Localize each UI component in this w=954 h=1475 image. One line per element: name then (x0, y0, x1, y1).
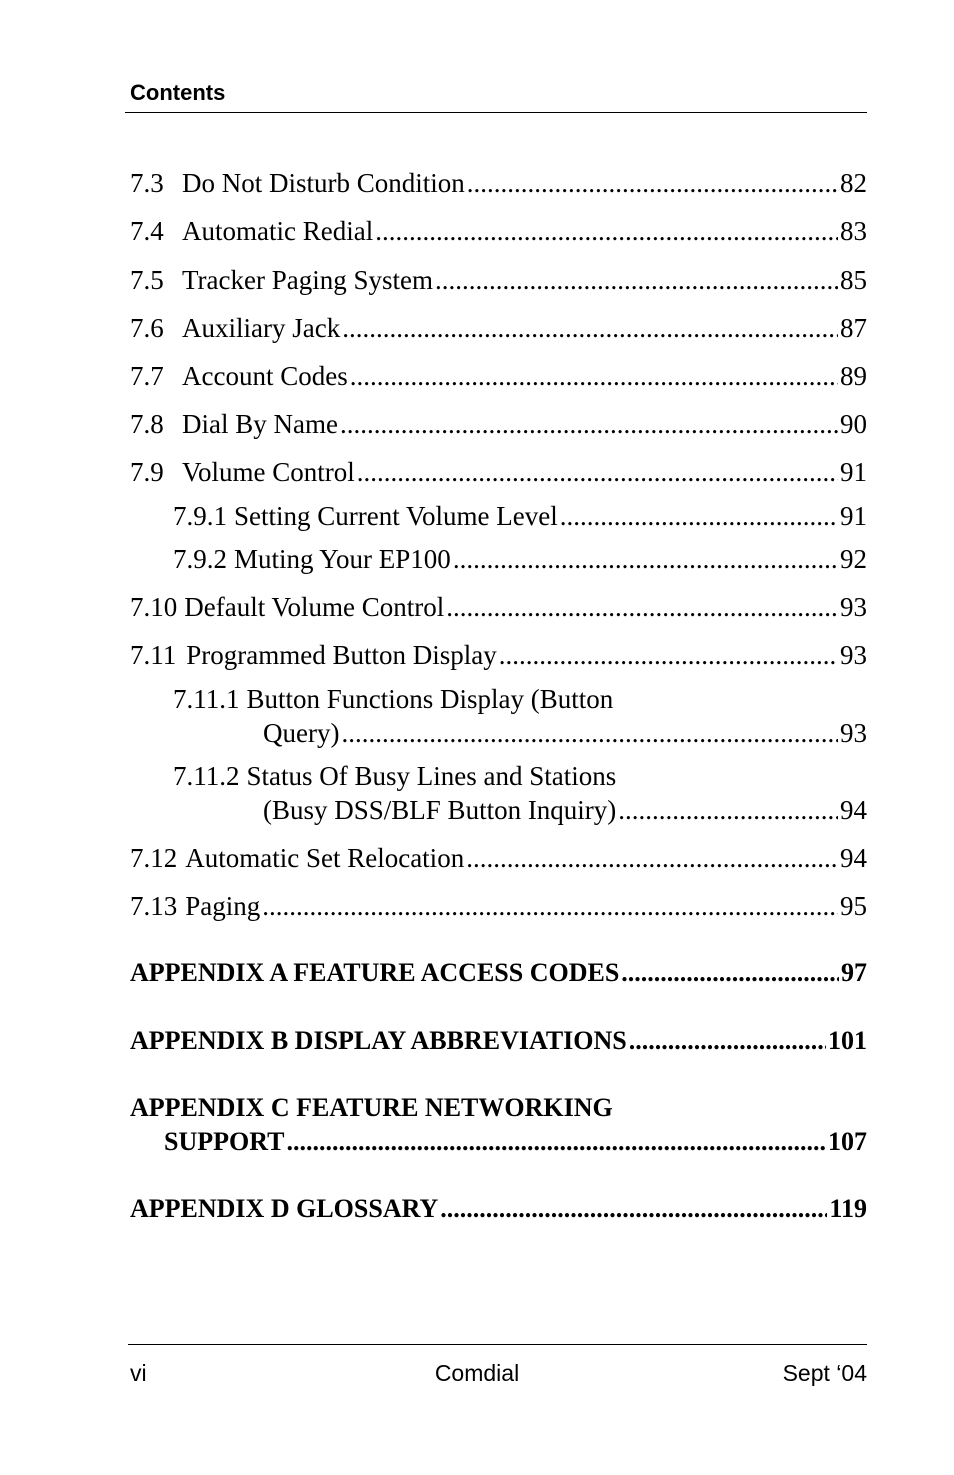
dot-leader (629, 1024, 826, 1058)
dot-leader (357, 455, 838, 489)
entry-title: Auxiliary Jack (182, 313, 341, 343)
dot-leader (342, 311, 838, 345)
entry-number: 7.11.1 (173, 684, 240, 714)
entry-title: Paging (185, 891, 261, 921)
dot-leader (560, 499, 838, 533)
toc-entry-7-9[interactable] (130, 455, 867, 489)
entry-number: 7.13 (130, 891, 178, 921)
entry-title: Account Codes (182, 361, 348, 391)
entry-page: 95 (840, 891, 867, 921)
toc-entry-7-7[interactable] (130, 359, 867, 393)
running-header: Contents (130, 80, 226, 105)
entry-number: 7.9.1 (173, 501, 227, 531)
entry-number: 7.12 (130, 843, 178, 873)
appendix-page: 101 (828, 1026, 867, 1055)
dot-leader (621, 956, 839, 990)
entry-page: 87 (840, 313, 867, 343)
entry-title: Dial By Name (182, 409, 338, 439)
entry-title-line2: (Busy DSS/BLF Button Inquiry) (263, 795, 617, 825)
entry-number: 7.10 (130, 592, 178, 622)
dot-leader (467, 166, 838, 200)
appendix-title: APPENDIX D GLOSSARY (130, 1194, 439, 1223)
dot-leader (375, 214, 838, 248)
footer-date: Sept ‘04 (782, 1360, 867, 1386)
entry-title-line2: Query) (263, 718, 340, 748)
entry-number: 7.3 (130, 168, 164, 198)
toc-entry-7-12[interactable] (130, 841, 867, 875)
dot-leader (499, 638, 838, 672)
toc-entry-7-11-1[interactable] (173, 682, 867, 750)
appendix-title-line1: APPENDIX C FEATURE NETWORKING (130, 1093, 613, 1122)
entry-number: 7.11 (130, 640, 177, 670)
toc-entry-7-3[interactable] (130, 166, 867, 200)
entry-page: 91 (840, 501, 867, 531)
entry-page: 93 (840, 640, 867, 670)
footer-rule (128, 1344, 867, 1345)
appendix-page: 97 (841, 958, 867, 987)
appendix-title-line2: SUPPORT (164, 1127, 285, 1156)
toc-entry-7-13[interactable] (130, 889, 867, 923)
entry-page: 91 (840, 457, 867, 487)
entry-number: 7.11.2 (173, 761, 240, 791)
toc-entry-7-6[interactable] (130, 311, 867, 345)
dot-leader (435, 263, 838, 297)
dot-leader (262, 889, 838, 923)
entry-number: 7.9.2 (173, 544, 227, 574)
entry-number: 7.9 (130, 457, 164, 487)
entry-page: 93 (840, 718, 867, 748)
dot-leader (446, 590, 838, 624)
entry-title: Do Not Disturb Condition (182, 168, 465, 198)
footer-page-number: vi (130, 1360, 147, 1386)
entry-number: 7.6 (130, 313, 164, 343)
dot-leader (453, 542, 838, 576)
entry-page: 83 (840, 216, 867, 246)
toc-appendix-a[interactable] (130, 956, 867, 990)
toc-entry-7-9-1[interactable] (173, 499, 867, 533)
entry-title: Default Volume Control (184, 592, 445, 622)
entry-page: 85 (840, 265, 867, 295)
entry-page: 94 (840, 843, 867, 873)
entry-page: 89 (840, 361, 867, 391)
entry-title: Setting Current Volume Level (234, 501, 558, 531)
entry-title: Programmed Button Display (186, 640, 497, 670)
entry-title-line1: Status Of Busy Lines and Stations (246, 761, 617, 791)
toc-appendix-c[interactable] (130, 1091, 867, 1159)
entry-page: 93 (840, 592, 867, 622)
entry-page: 94 (840, 795, 867, 825)
entry-title: Tracker Paging System (182, 265, 433, 295)
entry-title: Automatic Set Relocation (185, 843, 465, 873)
header-rule (125, 112, 867, 113)
dot-leader (341, 716, 838, 750)
dot-leader (618, 793, 838, 827)
appendix-page: 119 (829, 1194, 867, 1223)
entry-number: 7.8 (130, 409, 164, 439)
entry-title: Muting Your EP100 (234, 544, 451, 574)
entry-page: 82 (840, 168, 867, 198)
entry-title-line1: Button Functions Display (Button (246, 684, 614, 714)
entry-title: Volume Control (182, 457, 355, 487)
entry-title: Automatic Redial (182, 216, 374, 246)
toc-entry-7-9-2[interactable] (173, 542, 867, 576)
appendix-title: APPENDIX A FEATURE ACCESS CODES (130, 958, 620, 987)
dot-leader (340, 407, 838, 441)
dot-leader (350, 359, 838, 393)
appendix-title: APPENDIX B DISPLAY ABBREVIATIONS (130, 1026, 627, 1055)
toc-entry-7-11[interactable] (130, 638, 867, 672)
toc-appendix-b[interactable] (130, 1024, 867, 1058)
entry-page: 90 (840, 409, 867, 439)
entry-number: 7.4 (130, 216, 164, 246)
dot-leader (286, 1125, 826, 1159)
toc-appendix-d[interactable] (130, 1192, 867, 1226)
appendix-page: 107 (828, 1127, 867, 1156)
toc-entry-7-5[interactable] (130, 263, 867, 297)
toc-entry-7-4[interactable] (130, 214, 867, 248)
dot-leader (440, 1192, 827, 1226)
entry-page: 92 (840, 544, 867, 574)
toc-entry-7-10[interactable] (130, 590, 867, 624)
toc-entry-7-8[interactable] (130, 407, 867, 441)
footer-company: Comdial (434, 1360, 520, 1386)
dot-leader (466, 841, 838, 875)
entry-number: 7.5 (130, 265, 164, 295)
toc-entry-7-11-2[interactable] (173, 759, 867, 827)
entry-number: 7.7 (130, 361, 164, 391)
